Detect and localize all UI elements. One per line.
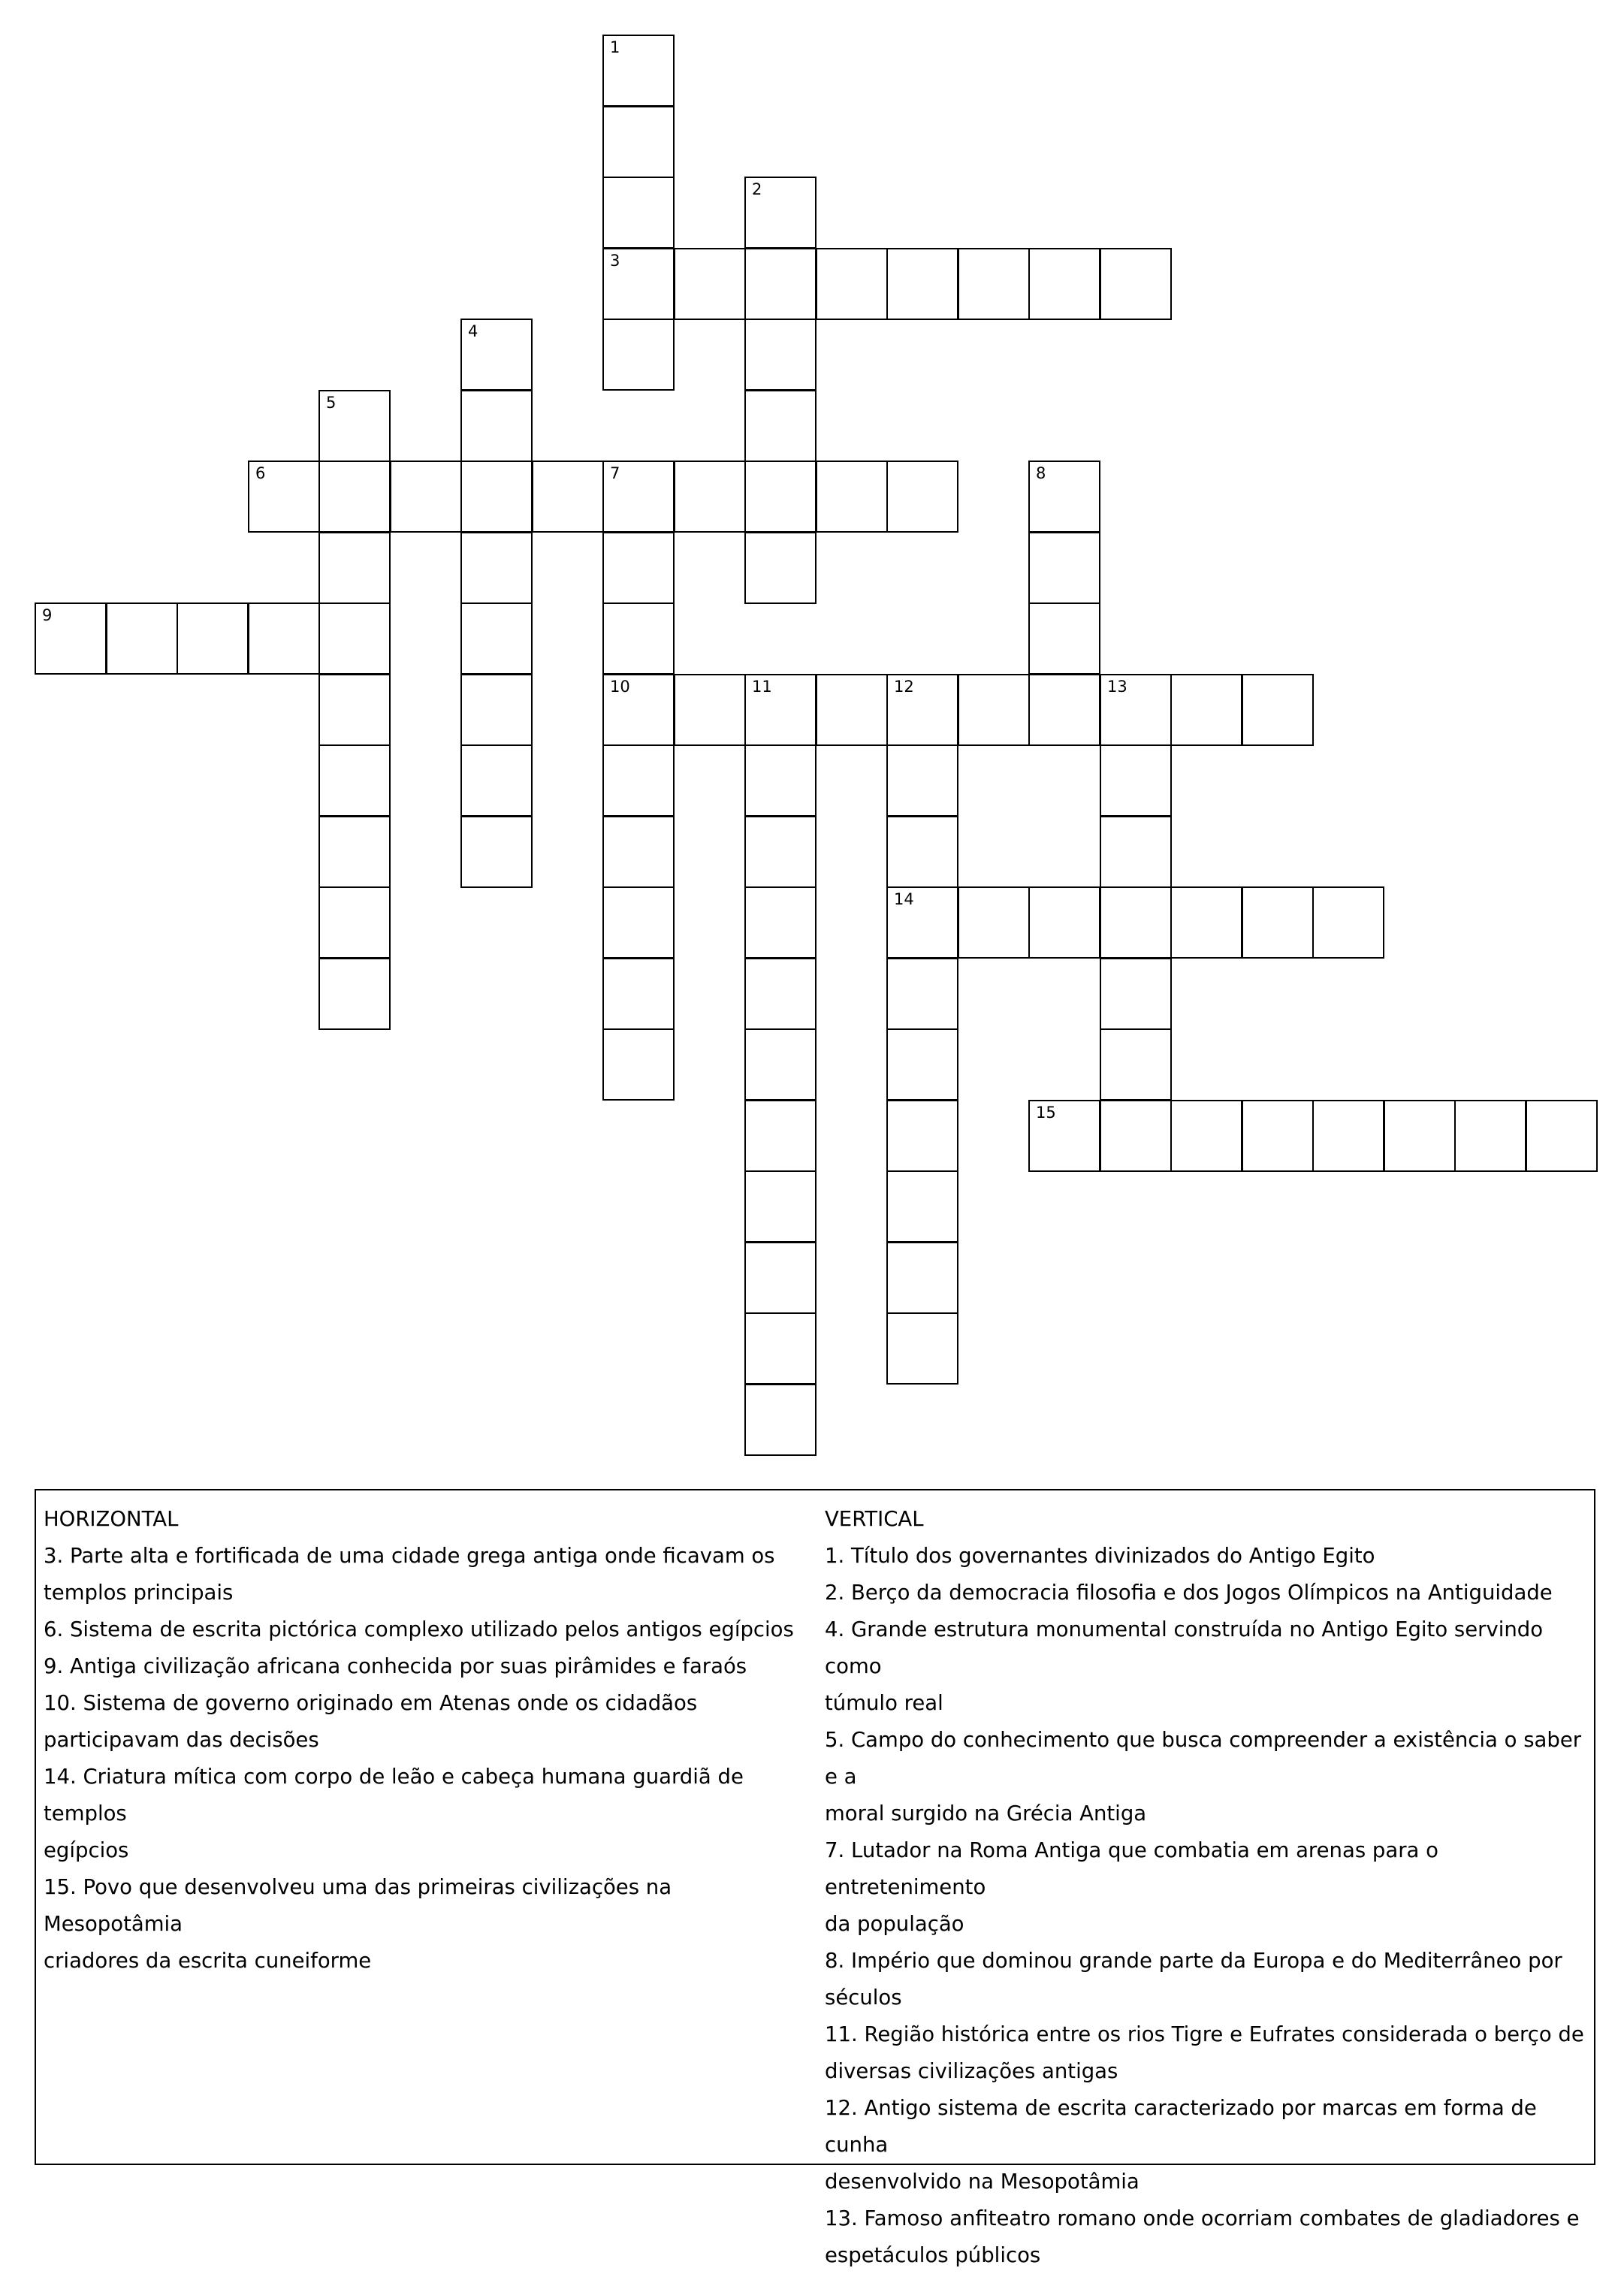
crossword-cell[interactable] <box>744 532 817 604</box>
clue-line: templos principais <box>44 1581 234 1605</box>
crossword-cell[interactable] <box>602 602 675 675</box>
crossword-cell[interactable] <box>674 461 746 533</box>
crossword-cell[interactable] <box>1028 1100 1100 1172</box>
clue-line: desenvolvido na Mesopotâmia <box>825 2170 1140 2194</box>
clue-line: 8. Império que dominou grande parte da Europa e do Mediterrâneo por <box>825 1949 1562 1973</box>
crossword-cell[interactable] <box>744 248 817 320</box>
clue-line: túmulo real <box>825 1691 943 1715</box>
horizontal-heading: HORIZONTAL <box>44 1507 179 1531</box>
clue-line: participavam das decisões <box>44 1728 319 1752</box>
clue-line: da população <box>825 1912 964 1936</box>
crossword-cell[interactable] <box>1242 886 1314 959</box>
crossword-cell[interactable] <box>958 886 1030 959</box>
crossword-cell[interactable] <box>744 674 817 746</box>
cell-number: 8 <box>1036 464 1046 482</box>
crossword-cell[interactable] <box>1100 816 1172 888</box>
crossword-cell[interactable] <box>744 1100 817 1172</box>
crossword-cell[interactable] <box>1028 461 1100 533</box>
crossword-cell[interactable] <box>1170 886 1242 959</box>
clue-line: 10. Sistema de governo originado em Atenas onde os cidadãos <box>44 1691 698 1715</box>
crossword-cell[interactable] <box>1100 1100 1172 1172</box>
crossword-cell[interactable] <box>318 532 391 604</box>
cell-number: 7 <box>610 464 620 482</box>
clue-line: 4. Grande estrutura monumental construída no Antigo Egito servindo como <box>825 1617 1544 1678</box>
crossword-cell[interactable] <box>1100 248 1172 320</box>
crossword-cell[interactable] <box>602 177 675 249</box>
cell-number: 11 <box>752 678 772 696</box>
crossword-cell[interactable] <box>744 958 817 1030</box>
crossword-cell[interactable] <box>674 248 746 320</box>
clue-line: 7. Lutador na Roma Antiga que combatia em arenas para o entretenimento <box>825 1838 1438 1899</box>
cell-number: 14 <box>894 890 914 908</box>
crossword-cell[interactable] <box>958 674 1030 746</box>
crossword-cell[interactable] <box>460 319 533 391</box>
clue-line: 11. Região histórica entre os rios Tigre e Eufrates considerada o berço de <box>825 2022 1584 2046</box>
crossword-cell[interactable] <box>1100 886 1172 959</box>
clue-line: séculos <box>825 1986 902 2010</box>
crossword-cell[interactable] <box>1100 1028 1172 1101</box>
cell-number: 6 <box>255 464 266 482</box>
crossword-cell[interactable] <box>886 1100 958 1172</box>
crossword-cell[interactable] <box>1526 1100 1598 1172</box>
clue-line: moral surgido na Grécia Antiga <box>825 1801 1147 1826</box>
crossword-cell[interactable] <box>460 461 533 533</box>
clue-line: 14. Criatura mítica com corpo de leão e cabeça humana guardiã de templos <box>44 1765 744 1826</box>
crossword-cell[interactable] <box>1100 958 1172 1030</box>
crossword-cell[interactable] <box>886 461 958 533</box>
crossword-cell[interactable] <box>886 1028 958 1101</box>
clue-line: 5. Campo do conhecimento que busca compreender a existência o saber e a <box>825 1728 1582 1789</box>
crossword-cell[interactable] <box>602 461 675 533</box>
crossword-cell[interactable] <box>318 958 391 1030</box>
crossword-cell[interactable] <box>248 602 320 675</box>
clue-line: 15. Povo que desenvolveu uma das primeiras civilizações na Mesopotâmia <box>44 1875 672 1936</box>
crossword-cell[interactable] <box>886 248 958 320</box>
cell-number: 13 <box>1107 678 1127 696</box>
crossword-cell[interactable] <box>602 958 675 1030</box>
crossword-cell[interactable] <box>1028 886 1100 959</box>
crossword-cell[interactable] <box>318 461 391 533</box>
crossword-cell[interactable] <box>460 390 533 462</box>
crossword-cell[interactable] <box>816 674 888 746</box>
crossword-cell[interactable] <box>744 816 817 888</box>
crossword-cell[interactable] <box>318 674 391 746</box>
clue-line: 3. Parte alta e fortificada de uma cidade grega antiga onde ficavam os <box>44 1544 775 1568</box>
clue-line: egípcios <box>44 1838 129 1862</box>
crossword-cell[interactable] <box>602 532 675 604</box>
crossword-cell[interactable] <box>35 602 107 675</box>
crossword-cell[interactable] <box>1028 248 1100 320</box>
clue-line: espetáculos públicos <box>825 2243 1041 2267</box>
crossword-cell[interactable] <box>886 886 958 959</box>
crossword-cell[interactable] <box>1312 886 1384 959</box>
clue-line: 13. Famoso anfiteatro romano onde ocorriam combates de gladiadores e <box>825 2206 1580 2230</box>
crossword-cell[interactable] <box>1242 674 1314 746</box>
crossword-cell[interactable] <box>1028 532 1100 604</box>
crossword-cell[interactable] <box>460 532 533 604</box>
clue-line: diversas civilizações antigas <box>825 2059 1118 2083</box>
crossword-cell[interactable] <box>390 461 462 533</box>
cell-number: 5 <box>326 394 337 412</box>
cell-number: 9 <box>42 606 53 624</box>
crossword-cell[interactable] <box>1242 1100 1314 1172</box>
crossword-cell[interactable] <box>460 744 533 817</box>
cell-number: 4 <box>468 322 478 340</box>
crossword-cell[interactable] <box>318 390 391 462</box>
clues-box <box>35 1489 1595 2267</box>
crossword-cell[interactable] <box>1100 674 1172 746</box>
crossword-cell[interactable] <box>318 602 391 675</box>
crossword-cell[interactable] <box>602 816 675 888</box>
cell-number: 3 <box>610 252 620 270</box>
crossword-cell[interactable] <box>532 461 604 533</box>
crossword-cell[interactable] <box>744 390 817 462</box>
crossword-cell[interactable] <box>602 106 675 178</box>
crossword-cell[interactable] <box>318 816 391 888</box>
crossword-cell[interactable] <box>602 744 675 817</box>
crossword-cell[interactable] <box>1384 1100 1456 1172</box>
crossword-cell[interactable] <box>886 1242 958 1314</box>
cell-number: 2 <box>752 180 762 198</box>
crossword-cell[interactable] <box>1312 1100 1384 1172</box>
crossword-cell[interactable] <box>602 1028 675 1101</box>
crossword-cell[interactable] <box>1028 602 1100 675</box>
cell-number: 1 <box>610 38 620 56</box>
crossword-cell[interactable] <box>744 177 817 249</box>
crossword-cell[interactable] <box>106 602 178 675</box>
crossword-cell[interactable] <box>602 248 675 320</box>
clues-horizontal <box>44 1501 810 1980</box>
clue-line: 1. Título dos governantes divinizados do Antigo Egito <box>825 1544 1375 1568</box>
crossword-cell[interactable] <box>886 1170 958 1243</box>
cell-number: 15 <box>1036 1104 1056 1122</box>
vertical-heading: VERTICAL <box>825 1507 924 1531</box>
crossword-cell[interactable] <box>886 816 958 888</box>
crossword-cell[interactable] <box>744 744 817 817</box>
clue-line: 9. Antiga civilização africana conhecida por suas pirâmides e faraós <box>44 1654 747 1678</box>
crossword-cell[interactable] <box>744 1312 817 1385</box>
cell-number: 12 <box>894 678 914 696</box>
clue-line: 12. Antigo sistema de escrita caracterizado por marcas em forma de cunha <box>825 2096 1537 2157</box>
crossword-cell[interactable] <box>460 816 533 888</box>
crossword-cell[interactable] <box>1170 674 1242 746</box>
clue-line: 2. Berço da democracia filosofia e dos Jogos Olímpicos na Antiguidade <box>825 1581 1553 1605</box>
crossword-cell[interactable] <box>886 1312 958 1385</box>
crossword-cell[interactable] <box>886 958 958 1030</box>
crossword-cell[interactable] <box>816 248 888 320</box>
crossword-cell[interactable] <box>744 461 817 533</box>
crossword-cell[interactable] <box>602 319 675 391</box>
crossword-cell[interactable] <box>177 602 249 675</box>
crossword-cell[interactable] <box>744 1384 817 1456</box>
clues-vertical <box>825 1501 1591 2274</box>
crossword-cell[interactable] <box>460 602 533 675</box>
crossword-cell[interactable] <box>318 886 391 959</box>
crossword-cell[interactable] <box>248 461 320 533</box>
clue-line: criadores da escrita cuneiforme <box>44 1949 372 1973</box>
crossword-cell[interactable] <box>602 886 675 959</box>
crossword-cell[interactable] <box>744 1170 817 1243</box>
crossword-cell[interactable] <box>744 1242 817 1314</box>
crossword-cell[interactable] <box>1028 674 1100 746</box>
clue-line: 6. Sistema de escrita pictórica complexo utilizado pelos antigos egípcios <box>44 1617 794 1641</box>
crossword-cell[interactable] <box>744 1028 817 1101</box>
crossword-cell[interactable] <box>602 674 675 746</box>
crossword-cell[interactable] <box>1454 1100 1526 1172</box>
crossword-cell[interactable] <box>1170 1100 1242 1172</box>
cell-number: 10 <box>610 678 630 696</box>
crossword-cell[interactable] <box>460 674 533 746</box>
crossword-cell[interactable] <box>886 744 958 817</box>
crossword-cell[interactable] <box>744 319 817 391</box>
crossword-cell[interactable] <box>602 35 675 107</box>
crossword-cell[interactable] <box>816 461 888 533</box>
crossword-cell[interactable] <box>744 886 817 959</box>
crossword-cell[interactable] <box>886 674 958 746</box>
crossword-cell[interactable] <box>318 744 391 817</box>
crossword-cell[interactable] <box>674 674 746 746</box>
crossword-cell[interactable] <box>1100 744 1172 817</box>
crossword-cell[interactable] <box>958 248 1030 320</box>
